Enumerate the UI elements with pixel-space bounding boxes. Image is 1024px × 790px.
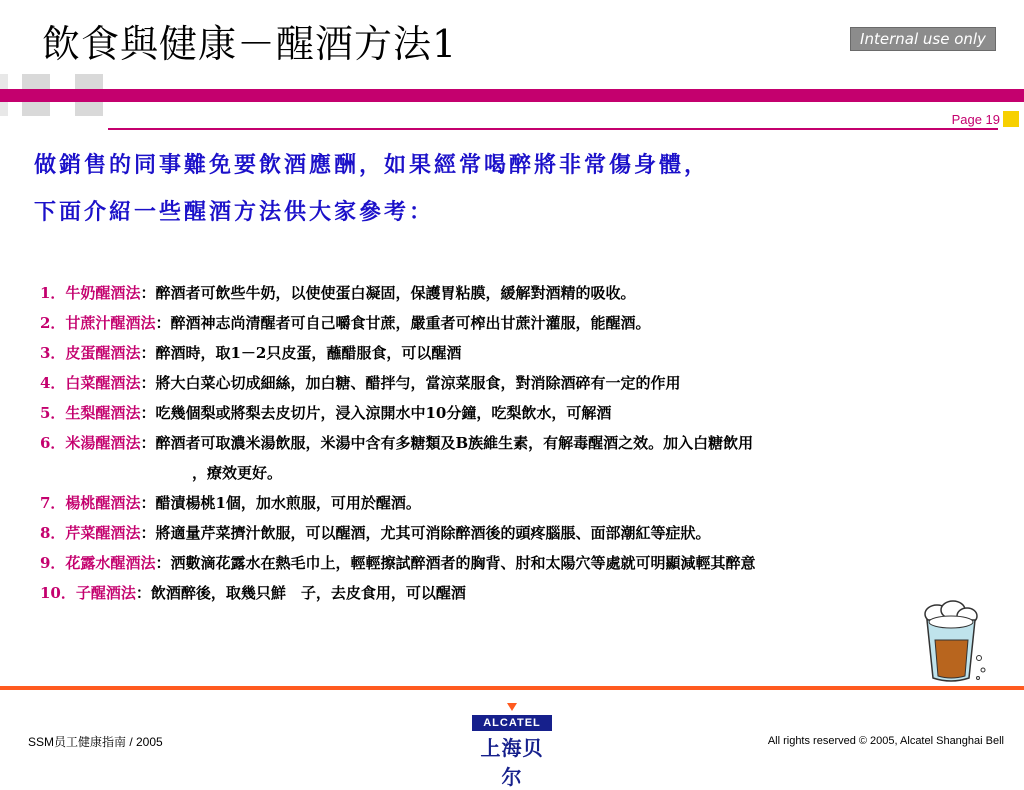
list-item (40, 428, 1000, 458)
item-text: ：醉酒神志尚清醒者可自己嚼食甘蔗，嚴重者可榨出甘蔗汁灌服，能醒酒。 (155, 314, 651, 332)
item-label: 5．生梨醒酒法 (40, 404, 141, 422)
item-text: ：醉酒者可飲些牛奶，以使使蛋白凝固，保護胃粘膜，緩解對酒精的吸收。 (140, 284, 636, 302)
remedy-list (40, 278, 1000, 608)
list-item (40, 368, 1000, 398)
list-item (40, 578, 1000, 608)
logo-chinese: 上海贝尔 (480, 736, 544, 789)
intro-line: 做銷售的同事難免要飲酒應酬，如果經常喝醉將非常傷身體， (34, 152, 710, 178)
item-text: ：將適量芹菜擠汁飲服，可以醒酒，尤其可消除醉酒後的頭疼腦脹、面部潮紅等症狀。 (140, 524, 711, 542)
item-label: 6．米湯醒酒法 (40, 434, 141, 452)
list-item (40, 488, 1000, 518)
list-item (40, 398, 1000, 428)
header-divider (108, 128, 998, 130)
logo-triangle-icon (507, 703, 517, 711)
item-label: 1．牛奶醒酒法 (40, 284, 141, 302)
item-text: ，療效更好。 (192, 464, 283, 482)
alcatel-logo (469, 703, 555, 789)
intro-paragraph (34, 142, 994, 236)
item-text: ：將大白菜心切成細絲，加白糖、醋拌勻，當涼菜服食，對消除酒碎有一定的作用 (140, 374, 681, 392)
decor-square (75, 102, 103, 116)
item-label: 10．子醒酒法 (40, 584, 136, 602)
footer-divider (0, 686, 1024, 690)
page-number: Page 19 (951, 112, 1000, 127)
item-text: ：洒數滴花露水在熱毛巾上，輕輕擦試醉酒者的胸背、肘和太陽穴等處就可明顯減輕其醉意 (155, 554, 756, 572)
item-label: 2．甘蔗汁醒酒法 (40, 314, 156, 332)
header-band (0, 89, 1024, 102)
list-item (40, 548, 1000, 578)
list-item (40, 518, 1000, 548)
list-item (40, 278, 1000, 308)
beer-glass-icon (915, 600, 995, 685)
item-text: ：醉酒時，取1－2只皮蛋，蘸醋服食，可以醒酒 (140, 344, 462, 362)
list-item (40, 338, 1000, 368)
footer-left-text: SSM员工健康指南 / 2005 (28, 735, 163, 749)
item-text: ：飲酒醉後，取幾只鮮 子，去皮食用，可以醒酒 (135, 584, 466, 602)
item-text: ：醉酒者可取濃米湯飲服，米湯中含有多糖類及B族維生素，有解毒醒酒之效。加入白糖飲用 (140, 434, 754, 452)
item-label: 3．皮蛋醒酒法 (40, 344, 141, 362)
page-title: 飲食與健康－醒酒方法1 (42, 22, 458, 66)
item-label: 9．花露水醒酒法 (40, 554, 156, 572)
item-text: ：吃幾個梨或將梨去皮切片，浸入涼開水中10分鐘，吃梨飲水，可解酒 (140, 404, 612, 422)
decor-square (22, 102, 50, 116)
page-marker (1003, 111, 1019, 127)
item-label: 7．楊桃醒酒法 (40, 494, 141, 512)
item-label: 4．白菜醒酒法 (40, 374, 141, 392)
logo-wordmark: ALCATEL (472, 715, 552, 731)
intro-line: 下面介紹一些醒酒方法供大家參考： (34, 199, 435, 225)
item-label: 8．芹菜醒酒法 (40, 524, 141, 542)
internal-use-badge: Internal use only (850, 27, 996, 51)
item-text: ：醋漬楊桃1個，加水煎服，可用於醒酒。 (140, 494, 421, 512)
list-item-continuation (40, 458, 1000, 488)
list-item (40, 308, 1000, 338)
copyright-text: All rights reserved © 2005, Alcatel Shanghai Bell (767, 735, 1004, 747)
